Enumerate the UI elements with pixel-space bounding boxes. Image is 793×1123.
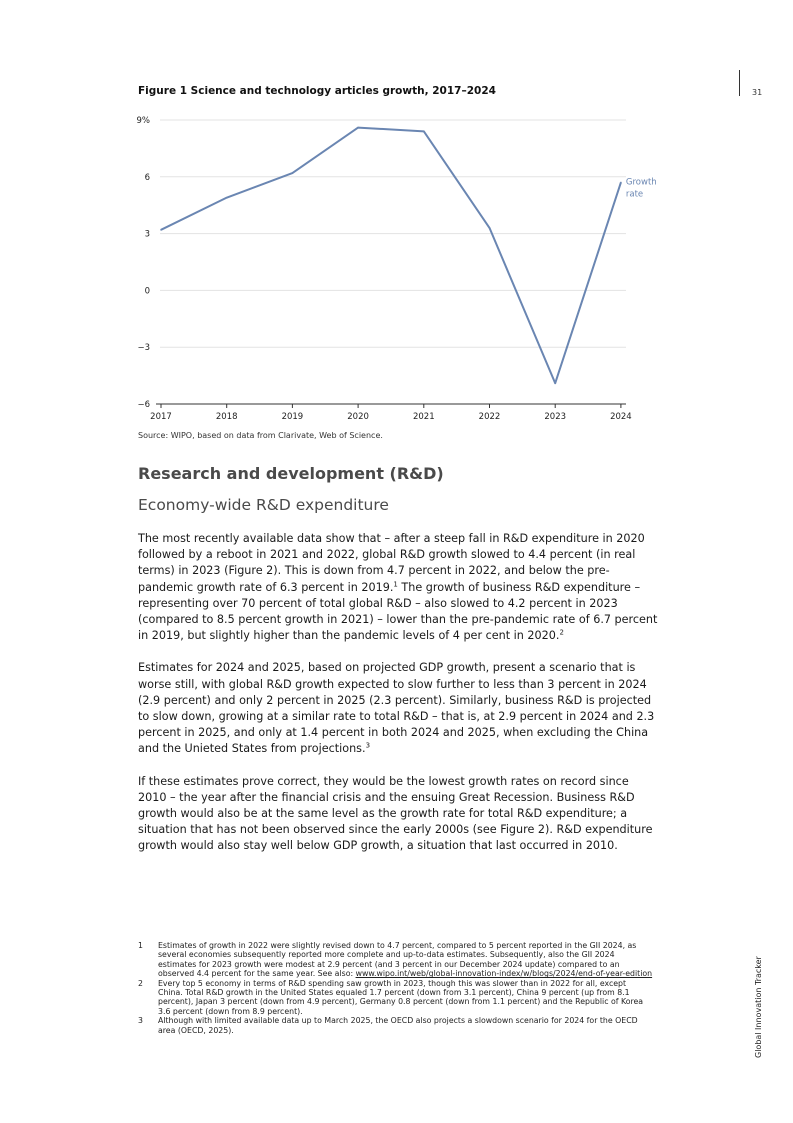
data-point (423, 131, 425, 133)
growth-line-chart (138, 110, 658, 424)
paragraph-1 (138, 531, 658, 644)
data-point (554, 382, 556, 384)
y-tick-label: 6 (144, 172, 150, 183)
x-tick-label: 2023 (544, 412, 567, 422)
paragraph-3 (138, 774, 658, 855)
paragraph-2-text: Estimates for 2024 and 2025, based on projected GDP growth, present a scenario that is worse still, with global R&D growth expected to slow further to less than 3 percent in 2024 (2.9 percent) and only 2 percent in 2025 (2.3 percent). Similarly, business R&D is projected to slow down, growing at a similar rate to total R&D – that is, at 2.9 percent in 2024 and 2.3 percent in 2025, and only at 1.4 percent in both 2024 and 2025, when excluding the China and the Unieted States from projections. (138, 661, 655, 756)
footnote-3-text: Although with limited available data up to March 2025, the OECD also projects a slowdown scenario for 2024 for the OECD area (OECD, 2025). (158, 1016, 638, 1035)
footnote-text (158, 941, 653, 979)
x-tick-label: 2022 (478, 412, 501, 422)
side-label: Global Innovation Tracker (754, 956, 763, 1058)
chart-axes (156, 404, 626, 408)
paragraph-1-text-b: The growth of business R&D expenditure – representing over 70 percent of total global R&D – also slowed to 4.2 percent in 2023 (compared to 8.5 percent growth in 2021) – lower than the pre-pandemic rate of 6.7 percent in 2019, but slightly higher than the pandemic levels of 4 per cent in 2020. (138, 580, 658, 643)
y-tick-label: −3 (137, 343, 150, 354)
data-point (620, 182, 622, 184)
x-tick-label: 2021 (412, 412, 435, 422)
subsection-title: Economy-wide R&D expenditure (138, 496, 389, 514)
footnotes (138, 941, 653, 1035)
figure-source: Source: WIPO, based on data from Clarivate, Web of Science. (138, 431, 383, 440)
data-point (357, 127, 359, 129)
paragraph-1-text-a: The most recently available data show that – after a steep fall in R&D expenditure in 2020 followed by a reboot in 2021 and 2022, global R&D growth slowed to 4.4 percent (in real terms) in 2023 (Figure 2). This is down from 4.7 percent in 2022, and below the pre-pandemic growth rate of 6.3 percent in 2019. (138, 532, 645, 594)
y-tick-label: 3 (144, 229, 150, 240)
footnote (138, 979, 653, 1017)
section-title: Research and development (R&D) (138, 464, 444, 483)
body-text (138, 531, 658, 871)
paragraph-3-text: If these estimates prove correct, they would be the lowest growth rates on record since 2010 – the year after the financial crisis and the ensuing Great Recession. Business R&D growth would also be at the same level as the growth rate for total R&D expenditure; a situation that has not been observed since the early 2000s (see Figure 2). R&D expenditure growth would also stay well below GDP growth, a situation that last occurred in 2010. (138, 774, 653, 853)
data-point (292, 172, 294, 174)
footnote-2-text: Every top 5 economy in terms of R&D spending saw growth in 2023, though this was slower than in 2022 for all, except China. Total R&D growth in the United States equaled 1.7 percent (down from 3.1 percent), China 9 percent (up from 8.1 percent), Japan 3 percent (down from 4.9 percent), Germany 0.8 percent (down from 1.1 percent) and the Republic of Korea 3.6 percent (down from 8.9 percent). (158, 978, 644, 1016)
data-point (160, 229, 162, 231)
footnote-link[interactable]: www.wipo.int/web/global-innovation-index/w/blogs/2024/end-of-year-edition (355, 969, 653, 979)
series-label: Growth (625, 177, 657, 188)
page-number: 31 (752, 88, 763, 97)
x-tick-label: 2019 (281, 412, 304, 422)
series-label: rate (625, 189, 644, 200)
paragraph-2 (138, 660, 658, 757)
chart-series (160, 127, 622, 384)
x-tick-label: 2020 (347, 412, 369, 422)
footnote-ref-1: 1 (393, 579, 398, 588)
x-tick-label: 2018 (215, 412, 238, 422)
footnote (138, 1016, 653, 1035)
series-line (161, 128, 621, 384)
x-tick-label: 2024 (610, 412, 632, 422)
footnote-ref-2: 2 (559, 628, 564, 637)
footnote-number: 3 (138, 1016, 143, 1026)
y-tick-label: −6 (137, 400, 150, 410)
y-tick-label: 9% (136, 116, 150, 126)
footnote-number: 1 (138, 941, 143, 950)
footnote (138, 941, 653, 979)
chart-labels (137, 116, 657, 422)
figure-title: Figure 1 Science and technology articles growth, 2017–2024 (138, 85, 496, 97)
footnote-1-text: Estimates of growth in 2022 were slightly revised down to 4.7 percent, compared to 5 percent reported in the GII 2024, as several economies subsequently reported more complete and up-to-data estimates. Subsequently, also the GII 2024 estimates for 2023 growth were modest at 2.9 percent (and 3 percent in our December 2024 update) compared to an observed 4.4 percent for the same year. See also: (158, 941, 637, 979)
data-point (489, 227, 491, 229)
y-tick-label: 0 (144, 286, 150, 297)
x-tick-label: 2017 (150, 412, 172, 422)
footnote-number: 2 (138, 978, 143, 988)
page-rule (739, 70, 740, 96)
footnote-ref-3: 3 (365, 741, 371, 750)
chart-gridlines (160, 120, 626, 347)
data-point (226, 197, 228, 199)
